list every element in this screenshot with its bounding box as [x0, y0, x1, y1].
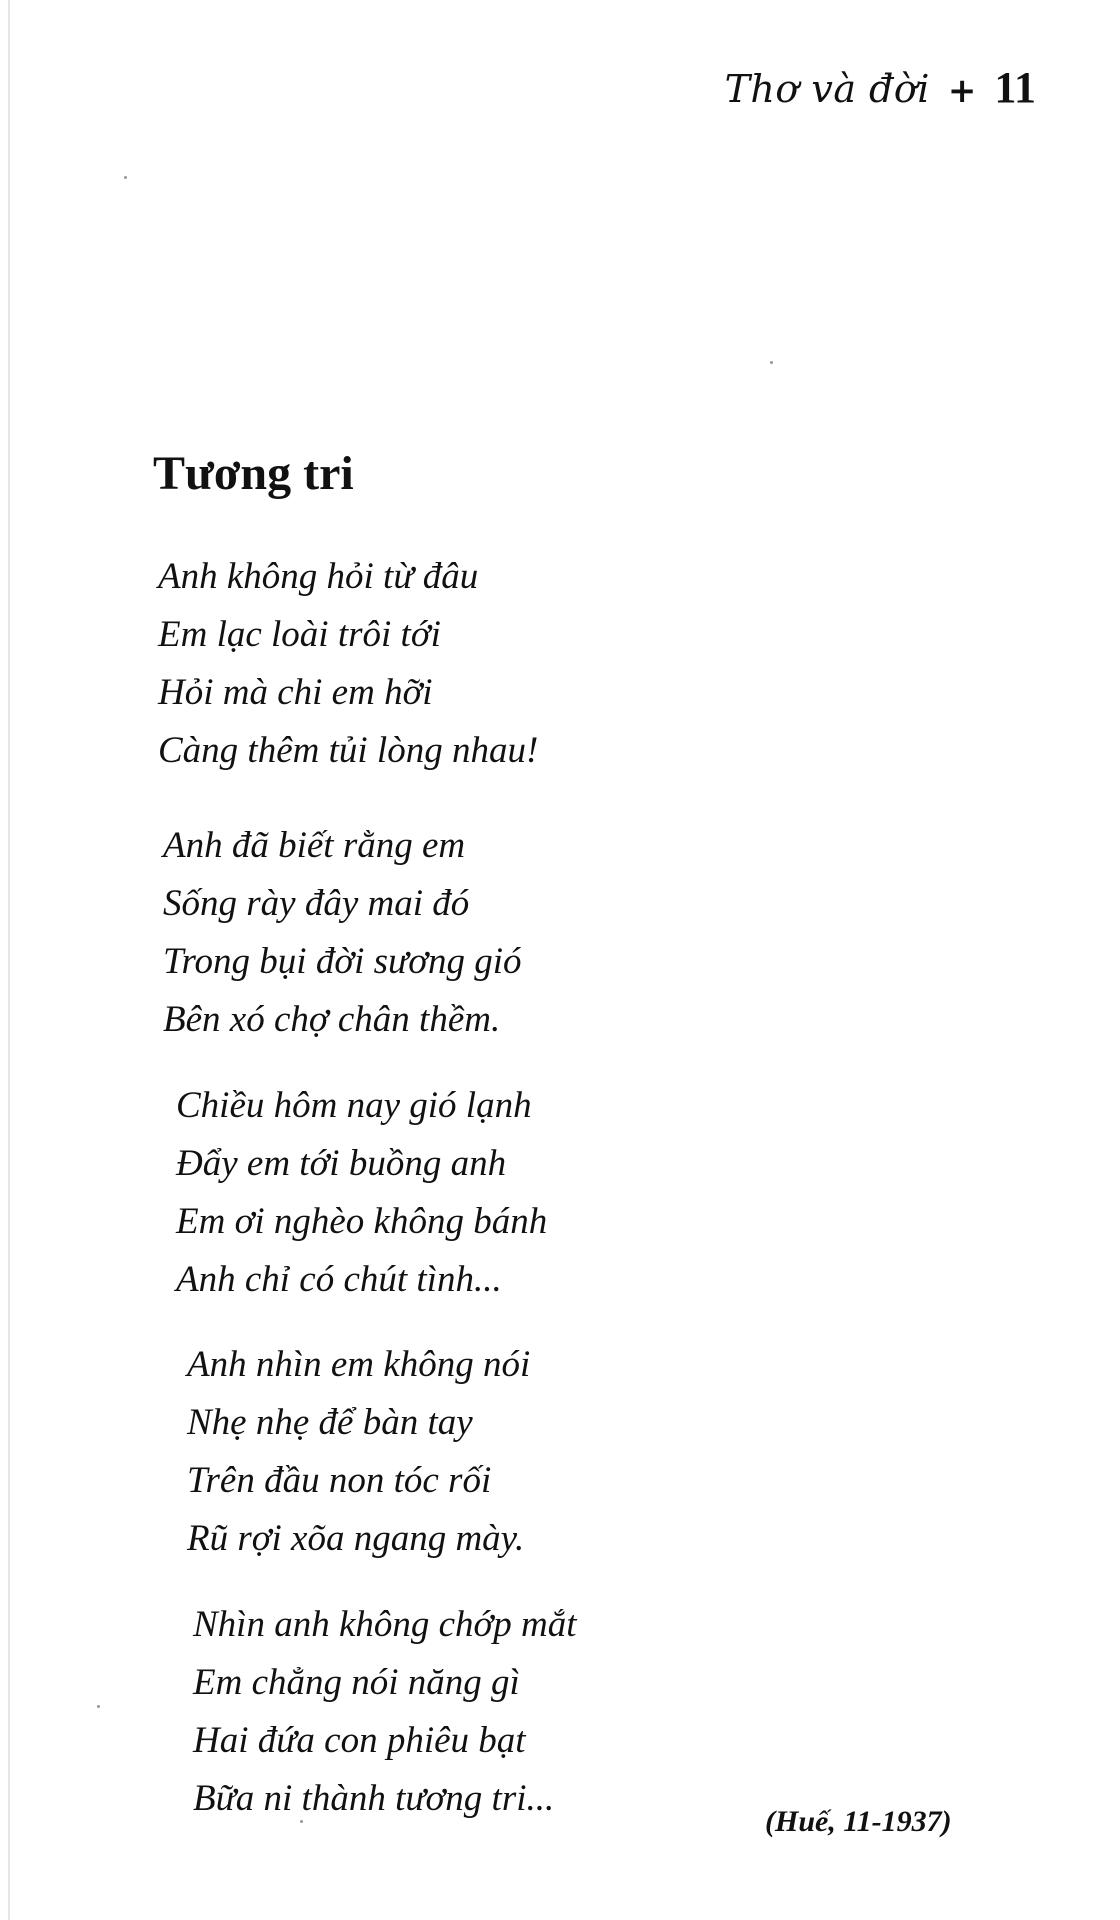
- poem-line: Đẩy em tới buồng anh: [176, 1143, 507, 1184]
- date-note: (Huế, 11-1937): [765, 1805, 952, 1838]
- poem-line: Bữa ni thành tương tri...: [193, 1778, 555, 1819]
- poem-line: Em ơi nghèo không bánh: [176, 1201, 548, 1242]
- poem-line: Rũ rợi xõa ngang mày.: [187, 1518, 525, 1559]
- running-header: [725, 62, 1036, 113]
- poem-line: Anh nhìn em không nói: [187, 1344, 531, 1385]
- poem-line: Nhẹ nhẹ để bàn tay: [187, 1402, 473, 1443]
- poem-line: Anh chỉ có chút tình...: [176, 1259, 502, 1300]
- stanza-3: [176, 1077, 547, 1309]
- print-speck: [770, 361, 773, 364]
- book-title: Thơ và đời: [724, 67, 930, 111]
- poem-line: Trong bụi đời sương gió: [163, 941, 522, 982]
- poem-line: Nhìn anh không chớp mắt: [193, 1604, 577, 1645]
- poem-line: Trên đầu non tóc rối: [187, 1460, 492, 1501]
- poem-line: Bên xó chợ chân thềm.: [163, 999, 501, 1040]
- poem-line: Anh đã biết rằng em: [163, 825, 466, 866]
- poem-line: Hai đứa con phiêu bạt: [193, 1720, 526, 1761]
- print-speck: [97, 1705, 100, 1708]
- poem-line: Em lạc loài trôi tới: [158, 614, 441, 655]
- poem-line: Anh không hỏi từ đâu: [158, 556, 479, 597]
- print-speck: [300, 1820, 303, 1823]
- stanza-5: [193, 1596, 577, 1828]
- header-separator: +: [947, 71, 977, 111]
- stanza-1: [158, 548, 538, 780]
- page-number: 11: [994, 63, 1036, 112]
- poem-line: Càng thêm tủi lòng nhau!: [158, 730, 539, 771]
- page-edge: [8, 0, 10, 1920]
- poem-title: Tương tri: [153, 447, 354, 500]
- poem-line: Em chẳng nói năng gì: [193, 1662, 520, 1703]
- print-speck: [124, 176, 127, 179]
- stanza-2: [163, 817, 521, 1049]
- poem-line: Chiều hôm nay gió lạnh: [176, 1085, 532, 1126]
- stanza-4: [187, 1336, 530, 1568]
- poem-line: Sống rày đây mai đó: [163, 883, 470, 924]
- poem-line: Hỏi mà chi em hỡi: [158, 672, 433, 713]
